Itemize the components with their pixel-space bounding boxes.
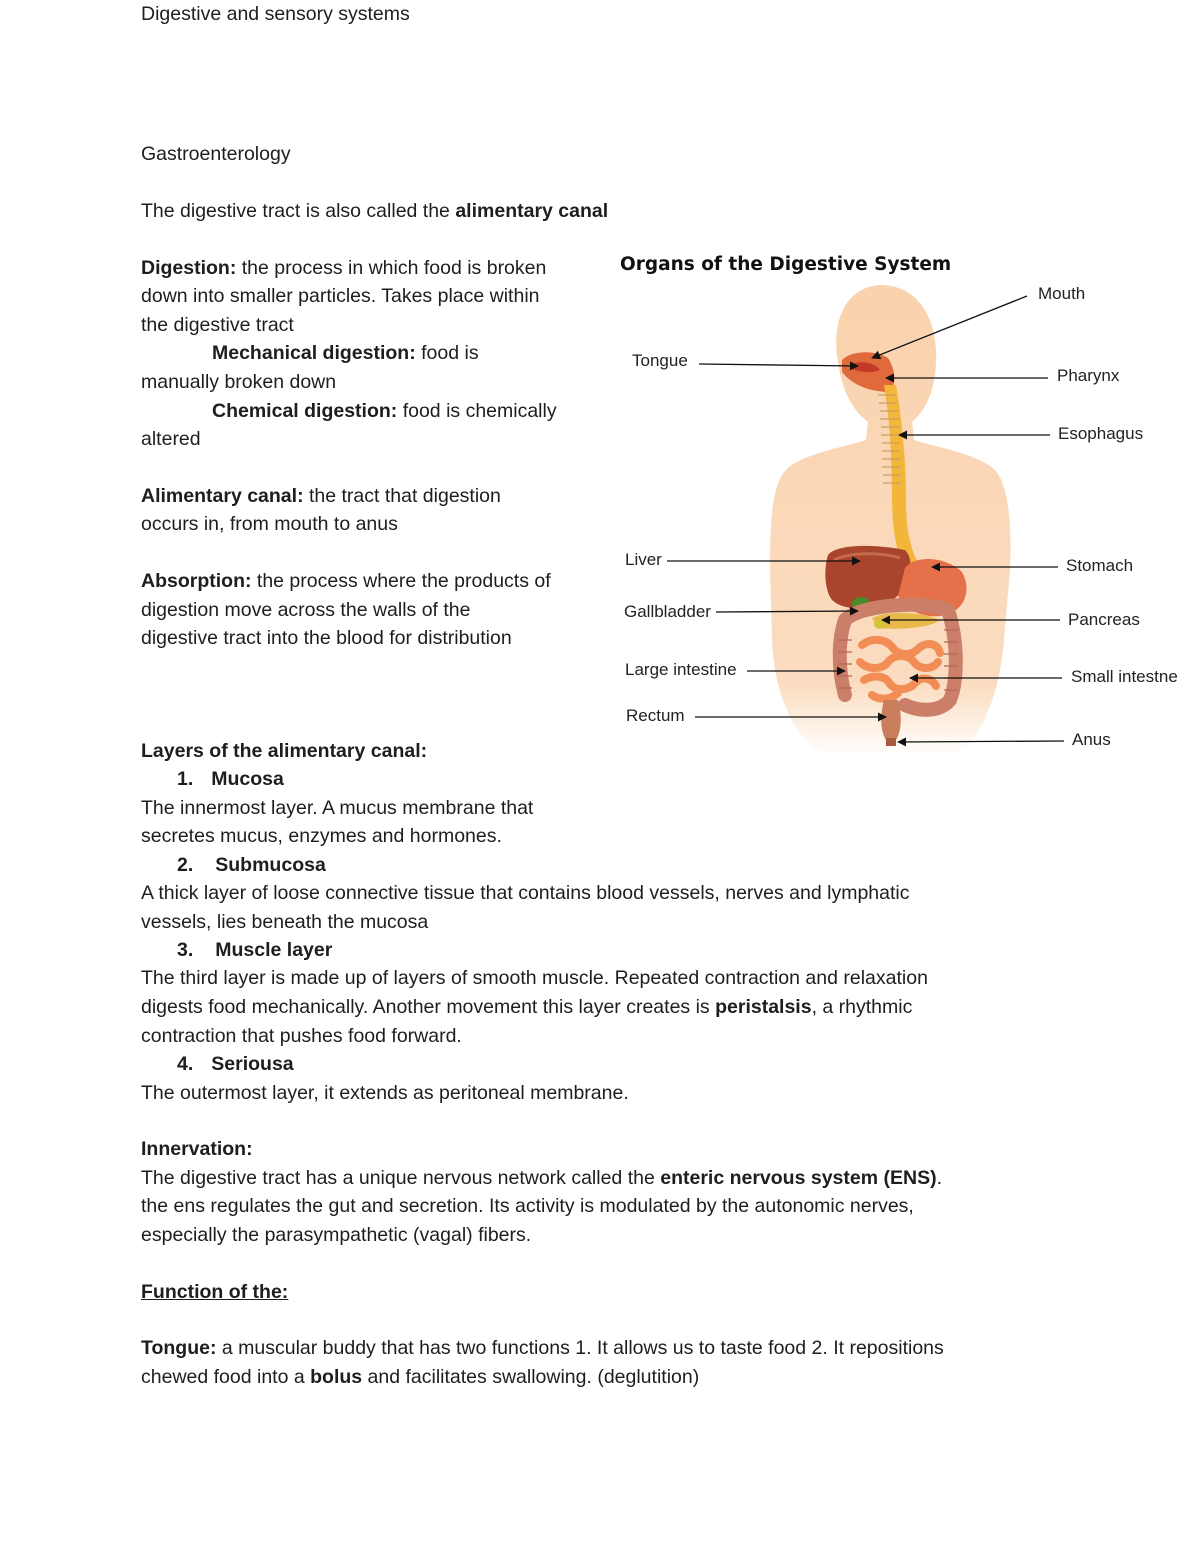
layer-2-desc-line2: vessels, lies beneath the mucosa	[141, 911, 429, 933]
label-esophagus: Esophagus	[1058, 424, 1144, 443]
layer-4-name: Seriousa	[211, 1053, 294, 1075]
layers-heading: Layers of the alimentary canal:	[141, 740, 428, 762]
layer-3-name: Muscle layer	[215, 939, 333, 961]
intro-text: The digestive tract is also called the	[141, 200, 456, 222]
alimentary-term: Alimentary canal:	[141, 485, 304, 507]
layer-3-desc-line2	[141, 993, 912, 1022]
mechanical-def-line2: manually broken down	[141, 371, 337, 393]
layer-3-desc-line3: contraction that pushes food forward.	[141, 1025, 462, 1047]
layer-4-desc-line1: The outermost layer, it extends as peritoneal membrane.	[141, 1082, 629, 1104]
tongue-function-line1	[141, 1334, 944, 1363]
tongue-term: Tongue:	[141, 1337, 217, 1359]
alimentary-text: the tract that digestion	[303, 485, 501, 507]
layer-2-name: Submucosa	[215, 854, 326, 876]
innervation-period: .	[936, 1167, 942, 1189]
mechanical-text: food is	[415, 342, 479, 364]
label-pharynx: Pharynx	[1057, 366, 1120, 385]
label-large-intestine: Large intestine	[625, 660, 737, 679]
tongue-function-text-3: and facilitates swallowing. (deglutition)	[362, 1366, 700, 1388]
label-small-intestine: Small intestne	[1071, 667, 1178, 686]
layer-1-desc-line2: secretes mucus, enzymes and hormones.	[141, 825, 502, 847]
chemical-def-line2: altered	[141, 428, 201, 450]
layer-2-title	[177, 851, 326, 880]
layer-3-number: 3.	[177, 939, 194, 961]
digestion-def-line3: the digestive tract	[141, 314, 294, 336]
tongue-leader-line	[699, 364, 858, 366]
innervation-heading: Innervation:	[141, 1138, 253, 1160]
layer-4-title	[177, 1050, 294, 1079]
section-title: Gastroenterology	[141, 143, 291, 165]
absorption-def-line3: digestive tract into the blood for distribution	[141, 627, 512, 649]
layer-4-number: 4.	[177, 1053, 194, 1075]
innervation-line1	[141, 1164, 942, 1193]
layer-1-number: 1.	[177, 768, 194, 790]
mechanical-term: Mechanical digestion:	[212, 342, 416, 364]
label-rectum: Rectum	[626, 706, 685, 725]
layer-3-title	[177, 936, 332, 965]
digestion-def-line2: down into smaller particles. Takes place within	[141, 285, 540, 307]
alimentary-def-line2: occurs in, from mouth to anus	[141, 513, 398, 535]
absorption-text: the process where the products of	[251, 570, 551, 592]
layer-1-title	[177, 765, 284, 794]
label-stomach: Stomach	[1066, 556, 1134, 575]
layer-3-desc-line1: The third layer is made up of layers of smooth muscle. Repeated contraction and relaxation	[141, 967, 928, 989]
ens-term: enteric nervous system	[660, 1167, 879, 1189]
chemical-term: Chemical digestion:	[212, 400, 398, 422]
tongue-function-text-2: chewed food into a	[141, 1366, 311, 1388]
tongue-function-line2	[141, 1363, 699, 1392]
innervation-line2: the ens regulates the gut and secretion. Its activity is modulated by the autonomic nerves,	[141, 1195, 914, 1217]
digestion-term: Digestion:	[141, 257, 237, 279]
label-pancreas: Pancreas	[1068, 610, 1140, 629]
layer-2-number: 2.	[177, 854, 194, 876]
chemical-text: food is chemically	[397, 400, 557, 422]
innervation-text: The digestive tract has a unique nervous network called the	[141, 1167, 661, 1189]
label-gallbladder: Gallbladder	[624, 602, 711, 621]
layer-1-name: Mucosa	[211, 768, 284, 790]
document-header: Digestive and sensory systems	[141, 3, 410, 25]
bolus-term: bolus	[310, 1366, 363, 1388]
absorption-term: Absorption:	[141, 570, 252, 592]
diagram-title: Organs of the Digestive System	[620, 254, 952, 275]
function-heading: Function of the:	[141, 1281, 289, 1303]
layer-2-desc-line1: A thick layer of loose connective tissue that contains blood vessels, nerves and lymphatic	[141, 882, 910, 904]
tongue-function-text: a muscular buddy that has two functions 1. It allows us to taste food 2. It repositions	[216, 1337, 944, 1359]
layer-1-desc-line1: The innermost layer. A mucus membrane that	[141, 797, 534, 819]
innervation-line3: especially the parasympathetic (vagal) fibers.	[141, 1224, 532, 1246]
label-liver: Liver	[625, 550, 662, 569]
layer-3-desc-text: digests food mechanically. Another movement this layer creates is	[141, 996, 716, 1018]
absorption-def-line2: digestion move across the walls of the	[141, 599, 471, 621]
digestion-text: the process in which food is broken	[236, 257, 547, 279]
label-anus: Anus	[1072, 730, 1111, 749]
label-mouth: Mouth	[1038, 284, 1086, 303]
layer-3-desc-text-end: , a rhythmic	[811, 996, 913, 1018]
ens-abbrev: (ENS)	[878, 1167, 937, 1189]
intro-bold-term: alimentary canal	[455, 200, 609, 222]
label-tongue: Tongue	[632, 351, 688, 370]
peristalsis-term: peristalsis	[715, 996, 812, 1018]
